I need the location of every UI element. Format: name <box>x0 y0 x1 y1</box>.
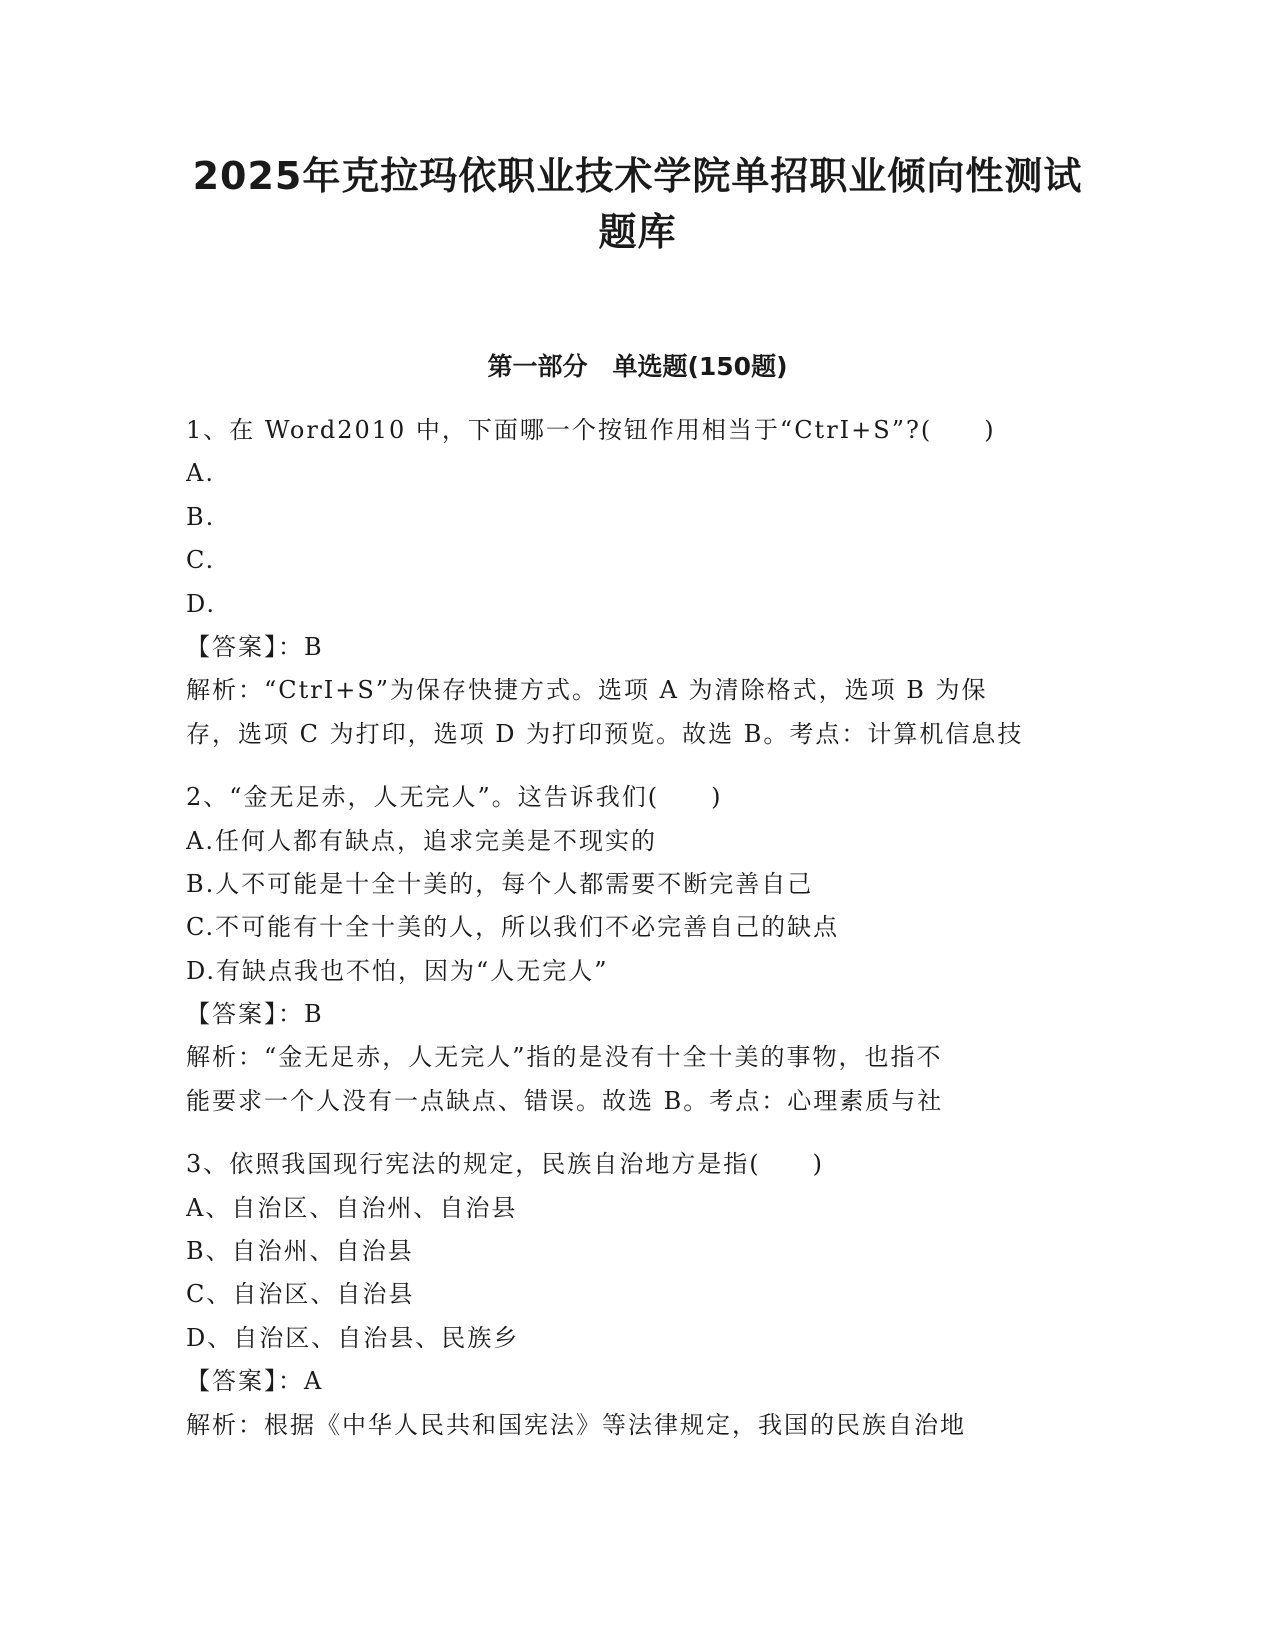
question-list <box>186 409 1086 1447</box>
document-title: 2025年克拉玛依职业技术学院单招职业倾向性测试题库 <box>192 154 1083 254</box>
option-d: D.有缺点我也不怕，因为“人无完人” <box>186 956 609 985</box>
option-a: A.任何人都有缺点，追求完美是不现实的 <box>186 826 657 855</box>
option-b: B.人不可能是十全十美的，每个人都需要不断完善自己 <box>186 869 814 898</box>
analysis-line: 解析：根据《中华人民共和国宪法》等法律规定，我国的民族自治地 <box>186 1410 966 1439</box>
question-gap <box>186 1123 1086 1143</box>
question-block <box>186 409 1086 756</box>
option-c: C. <box>186 546 216 575</box>
analysis-line: 能要求一个人没有一点缺点、错误。故选 B。考点：心理素质与社 <box>186 1086 944 1115</box>
question-block <box>186 776 1086 1123</box>
answer-line: 【答案】：B <box>186 632 324 661</box>
option-b: B、自治州、自治县 <box>186 1237 414 1266</box>
question-stem: 1、在 Word2010 中，下面哪一个按钮作用相当于“CtrI+S”?( ) <box>186 416 996 444</box>
section-heading: 第一部分 单选题(150题) <box>487 352 788 381</box>
question-stem: 2、“金无足赤，人无完人”。这告诉我们( ) <box>186 783 723 812</box>
option-a: A、自治区、自治州、自治县 <box>186 1193 518 1222</box>
answer-line: 【答案】：B <box>186 1000 324 1029</box>
option-c: C、自治区、自治县 <box>186 1280 415 1309</box>
option-d: D、自治区、自治县、民族乡 <box>186 1323 520 1352</box>
question-gap <box>186 756 1086 776</box>
question-block <box>186 1143 1086 1447</box>
question-stem: 3、依照我国现行宪法的规定，民族自治地方是指( ) <box>186 1150 824 1179</box>
option-d: D. <box>186 589 217 618</box>
analysis-line: 解析：“CtrI+S”为保存快捷方式。选项 A 为清除格式，选项 B 为保 <box>186 676 988 705</box>
option-c: C.不可能有十全十美的人，所以我们不必完善自己的缺点 <box>186 913 840 942</box>
answer-line: 【答案】：A <box>186 1367 324 1396</box>
option-b: B. <box>186 502 216 531</box>
analysis-line: 存，选项 C 为打印，选项 D 为打印预览。故选 B。考点：计算机信息技 <box>186 719 1024 748</box>
option-a: A. <box>186 459 215 488</box>
analysis-line: 解析：“金无足赤，人无完人”指的是没有十全十美的事物，也指不 <box>186 1043 943 1072</box>
